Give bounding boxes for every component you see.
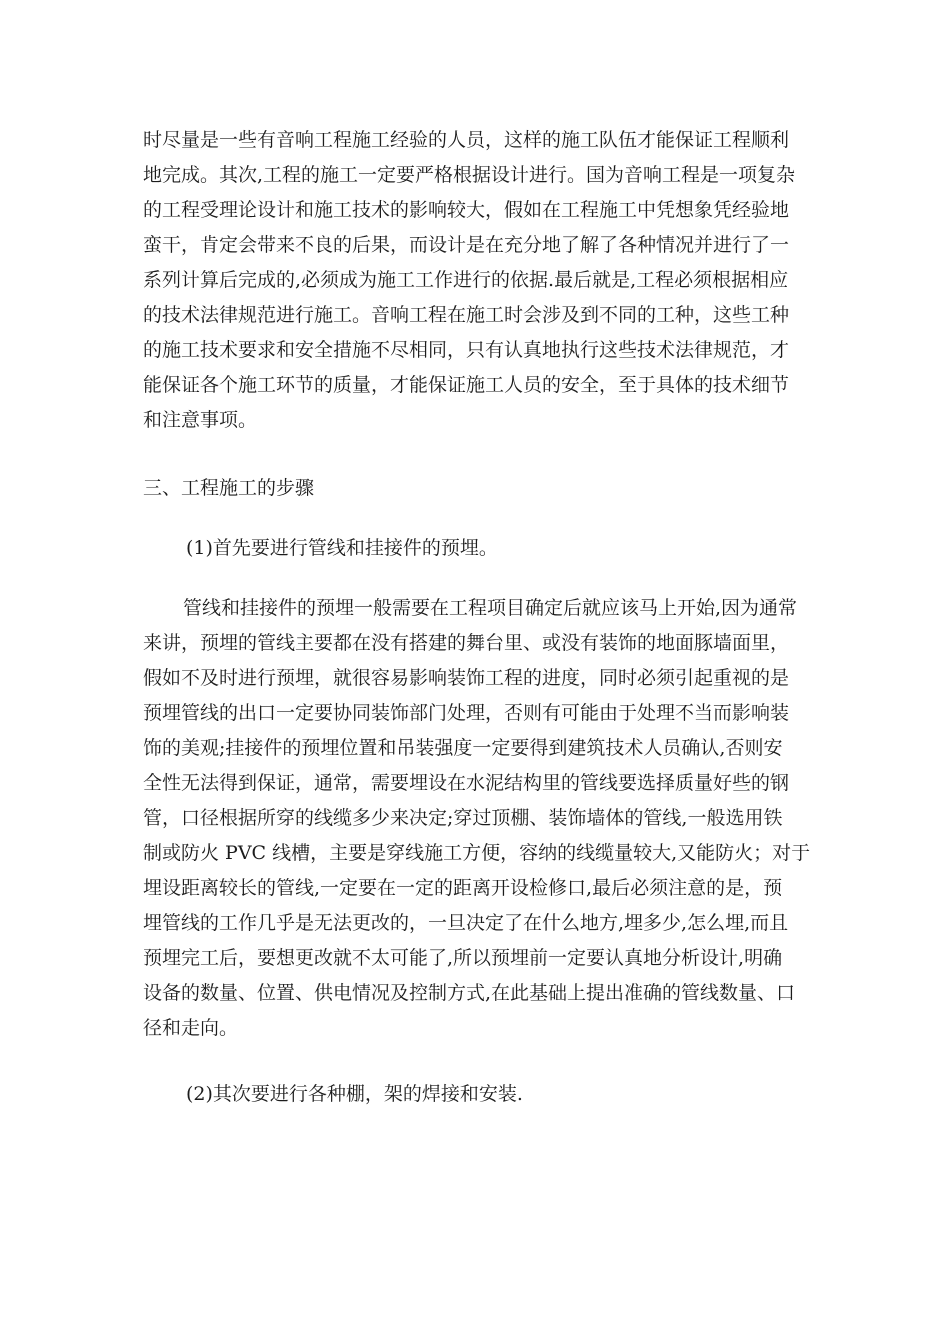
text-line: 预埋管线的出口一定要协同装饰部门处理，否则有可能由于处理不当而影响装	[143, 702, 790, 724]
section-heading: 三、工程施工的步骤	[143, 477, 315, 499]
text-line: 地完成。其次,工程的施工一定要严格根据设计进行。国为音响工程是一项复杂	[143, 164, 796, 186]
text-line: 的工程受理论设计和施工技术的影响较大，假如在工程施工中凭想象凭经验地	[143, 199, 790, 221]
text-line: 的技术法律规范进行施工。音响工程在施工时会涉及到不同的工种，这些工种	[143, 304, 790, 326]
text-line: 管，口径根据所穿的线缆多少来决定;穿过顶棚、装饰墙体的管线,一般选用铁	[143, 807, 783, 829]
text-line: 径和走向。	[143, 1017, 239, 1039]
subsection-heading: (2)其次要进行各种棚，架的焊接和安装.	[186, 1083, 523, 1105]
subsection-heading: (1)首先要进行管线和挂接件的预埋。	[186, 537, 498, 559]
text-line: 制或防火 PVC 线槽，主要是穿线施工方便，容纳的线缆量较大,又能防火；对于	[143, 842, 811, 864]
text-line: 和注意事项。	[143, 409, 258, 431]
text-line: 设备的数量、位置、供电情况及控制方式,在此基础上提出准确的管线数量、口	[143, 982, 796, 1004]
text-line: 假如不及时进行预埋，就很容易影响装饰工程的进度，同时必须引起重视的是	[143, 667, 790, 689]
text-line: 的施工技术要求和安全措施不尽相同，只有认真地执行这些技术法律规范，才	[143, 339, 790, 361]
text-line: 来讲，预埋的管线主要都在没有搭建的舞台里、或没有装饰的地面豚墙面里，	[143, 632, 790, 654]
text-line: 系列计算后完成的,必须成为施工工作进行的依据.最后就是,工程必须根据相应	[143, 269, 789, 291]
text-line: 管线和挂接件的预埋一般需要在工程项目确定后就应该马上开始,因为通常	[183, 597, 798, 619]
text-line: 饰的美观;挂接件的预埋位置和吊装强度一定要得到建筑技术人员确认,否则安	[143, 737, 783, 759]
text-line: 全性无法得到保证，通常，需要埋设在水泥结构里的管线要选择质量好些的钢	[143, 772, 790, 794]
text-line: 时尽量是一些有音响工程施工经验的人员，这样的施工队伍才能保证工程顺利	[143, 129, 790, 151]
text-line: 埋管线的工作几乎是无法更改的，一旦决定了在什么地方,埋多少,怎么埋,而且	[143, 912, 789, 934]
text-line: 预埋完工后，要想更改就不太可能了,所以预埋前一定要认真地分析设计,明确	[143, 947, 783, 969]
text-line: 能保证各个施工环节的质量，才能保证施工人员的安全，至于具体的技术细节	[143, 374, 790, 396]
text-line: 蛮干，肯定会带来不良的后果，而设计是在充分地了解了各种情况并进行了一	[143, 234, 790, 256]
text-line: 埋设距离较长的管线,一定要在一定的距离开设检修口,最后必须注意的是，预	[143, 877, 783, 899]
